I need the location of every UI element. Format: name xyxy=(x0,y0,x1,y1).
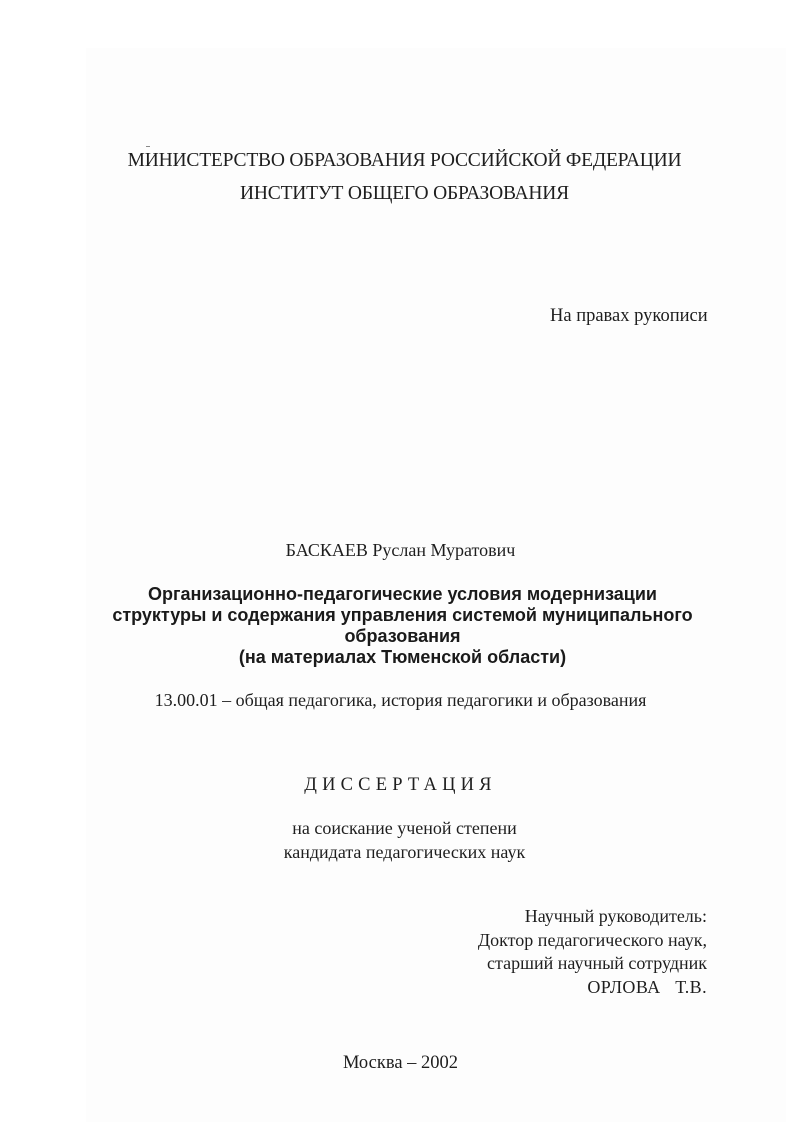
dissertation-title xyxy=(6,584,793,668)
advisor-block xyxy=(478,905,707,999)
work-type-heading: ДИССЕРТАЦИЯ xyxy=(304,775,497,795)
ministry-heading: МИНИСТЕРСТВО ОБРАЗОВАНИЯ РОССИЙСКОЙ ФЕДЕРАЦИИ xyxy=(127,150,682,171)
advisor-position: старший научный сотрудник xyxy=(487,953,707,973)
title-line: образования xyxy=(344,626,461,646)
author-name: БАСКАЕВ Руслан Муратович xyxy=(285,540,516,560)
advisor-name: ОРЛОВА Т.В. xyxy=(587,976,707,997)
degree-line-2: кандидата педагогических наук xyxy=(283,842,526,862)
specialty-code: 13.00.01 – общая педагогика, история педагогики и образования xyxy=(154,690,647,710)
scan-speck xyxy=(146,146,150,147)
degree-line-1: на соискание ученой степени xyxy=(292,818,517,838)
advisor-label: Научный руководитель: xyxy=(524,906,707,926)
title-line: (на материалах Тюменской области) xyxy=(238,647,567,667)
title-line: структуры и содержания управления системой муниципального xyxy=(112,605,693,625)
city-year: Москва – 2002 xyxy=(342,1053,459,1073)
title-line: Организационно-педагогические условия модернизации xyxy=(147,584,657,604)
advisor-degree: Доктор педагогического наук, xyxy=(477,929,707,950)
manuscript-note: На правах рукописи xyxy=(550,306,708,326)
institute-heading: ИНСТИТУТ ОБЩЕГО ОБРАЗОВАНИЯ xyxy=(240,183,569,204)
